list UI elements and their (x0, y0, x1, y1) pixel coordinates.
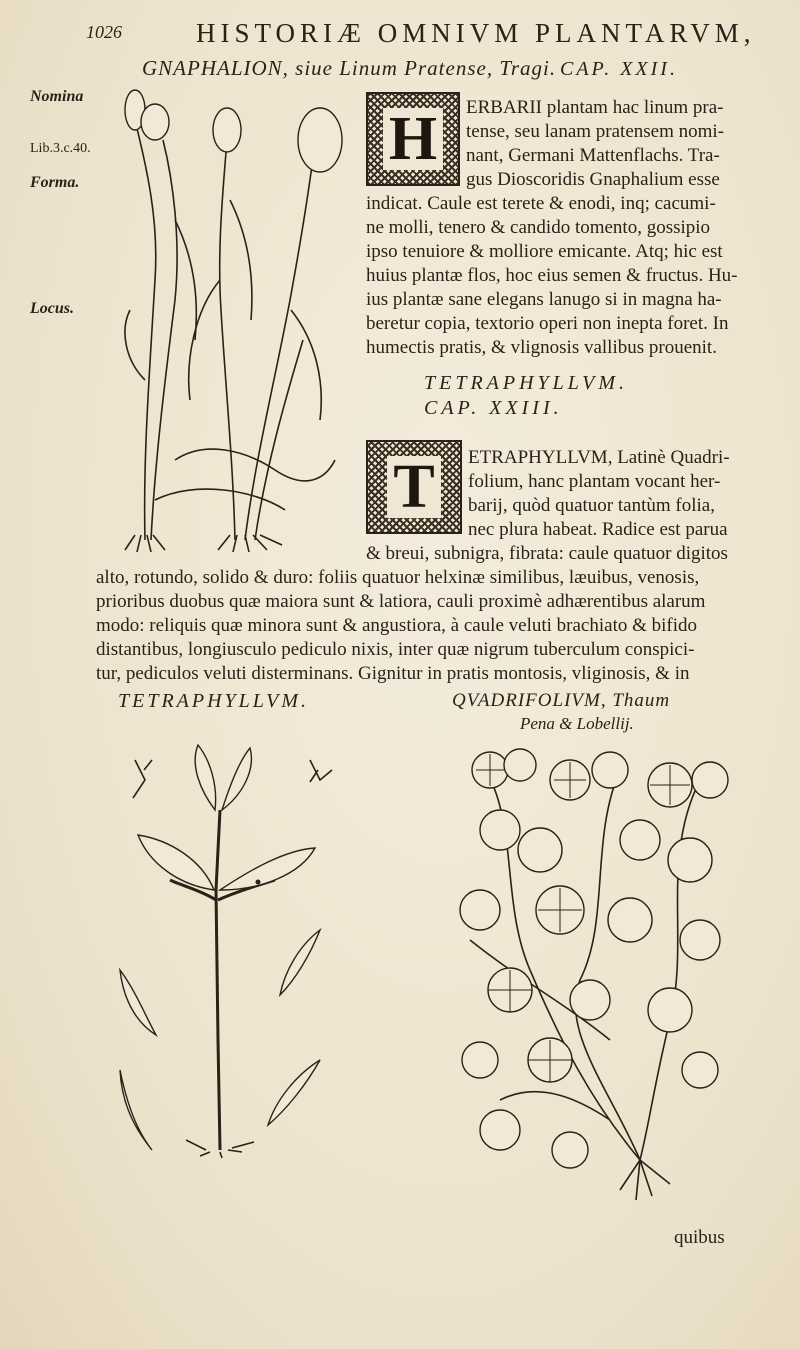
ch23-line-8: modo: reliquis quæ minora sunt & angustiora, à caule veluti brachiato & bifido (96, 615, 698, 636)
running-head: HISTORIÆ OMNIVM PLANTARVM, (196, 18, 756, 48)
margin-note-forma: Forma. (30, 174, 80, 191)
tetraphyllum-woodcut (110, 740, 350, 1160)
caption-tetraphyllum: TETRAPHYLLVM. (118, 690, 310, 712)
chapter-22-title: GNAPHALION, siue Linum Pratense, Tragi. (142, 56, 557, 80)
ch23-line-2: folium, hanc plantam vocant her- (468, 471, 721, 492)
ch23-line-5: & breui, subnigra, fibrata: caule quatuor digitos (366, 543, 728, 564)
ch23-line-3: barij, quòd quatuor tantùm folia, (468, 495, 715, 516)
drop-initial-t: T (366, 440, 462, 534)
ch22-line-7: ipso tenuiore & molliore emicante. Atq; hic est (366, 241, 723, 262)
gnaphalion-woodcut (115, 80, 365, 555)
margin-note-reference: Lib.3.c.40. (30, 141, 91, 156)
ch22-line-9: ius plantæ sane elegans lanugo si in magna ha- (366, 289, 722, 310)
ch22-line-11: humectis pratis, & vlignosis vallibus prouenit. (366, 337, 717, 358)
ch22-line-8: huius plantæ flos, hoc eius semen & fructus. Hu- (366, 265, 738, 286)
chapter-23-title: TETRAPHYLLVM. (424, 372, 629, 394)
ch23-line-1: ETRAPHYLLVM, Latinè Quadri- (468, 447, 730, 468)
ch22-line-5: indicat. Caule est terete & enodi, inq; cacumi- (366, 193, 716, 214)
caption-quadrifolium-line-2: Pena & Lobellij. (520, 714, 634, 733)
caption-quadrifolium-line-1: QVADRIFOLIVM, Thaum (452, 690, 671, 711)
margin-note-locus: Locus. (30, 300, 74, 317)
ch22-line-3: nant, Germani Mattenflachs. Tra- (466, 145, 720, 166)
ch22-line-4: gus Dioscoridis Gnaphalium esse (466, 169, 720, 190)
ch22-line-1: ERBARII plantam hac linum pra- (466, 97, 724, 118)
ch22-line-2: tense, seu lanam pratensem nomi- (466, 121, 725, 142)
ch23-line-4: nec plura habeat. Radice est parua (468, 519, 728, 540)
margin-note-nomina: Nomina (30, 88, 84, 105)
chapter-22-number: CAP. XXII. (560, 58, 678, 80)
ch22-line-6: ne molli, tenero & candido tomento, gossipio (366, 217, 711, 238)
ch23-line-7: prioribus duobus quæ maiora sunt & latiora, cauli proximè adhærentibus alarum (96, 591, 706, 612)
ch23-line-10: tur, pediculos veluti disterminans. Gignitur in pratis montosis, vliginosis, & in (96, 663, 690, 684)
ch22-line-10: beretur copia, textorio operi non inepta foret. In (366, 313, 729, 334)
chapter-23-number: CAP. XXIII. (424, 397, 563, 419)
drop-initial-h: H (366, 92, 460, 186)
quadrifolium-woodcut (440, 740, 740, 1210)
ch23-line-6: alto, rotundo, solido & duro: foliis quatuor helxinæ similibus, læuibus, venosis, (96, 567, 700, 588)
catchword: quibus (674, 1227, 725, 1248)
page-number: 1026 (86, 22, 122, 42)
ch23-line-9: distantibus, longiusculo pediculo nixis, inter quæ nigrum tuberculum conspici- (96, 639, 695, 660)
